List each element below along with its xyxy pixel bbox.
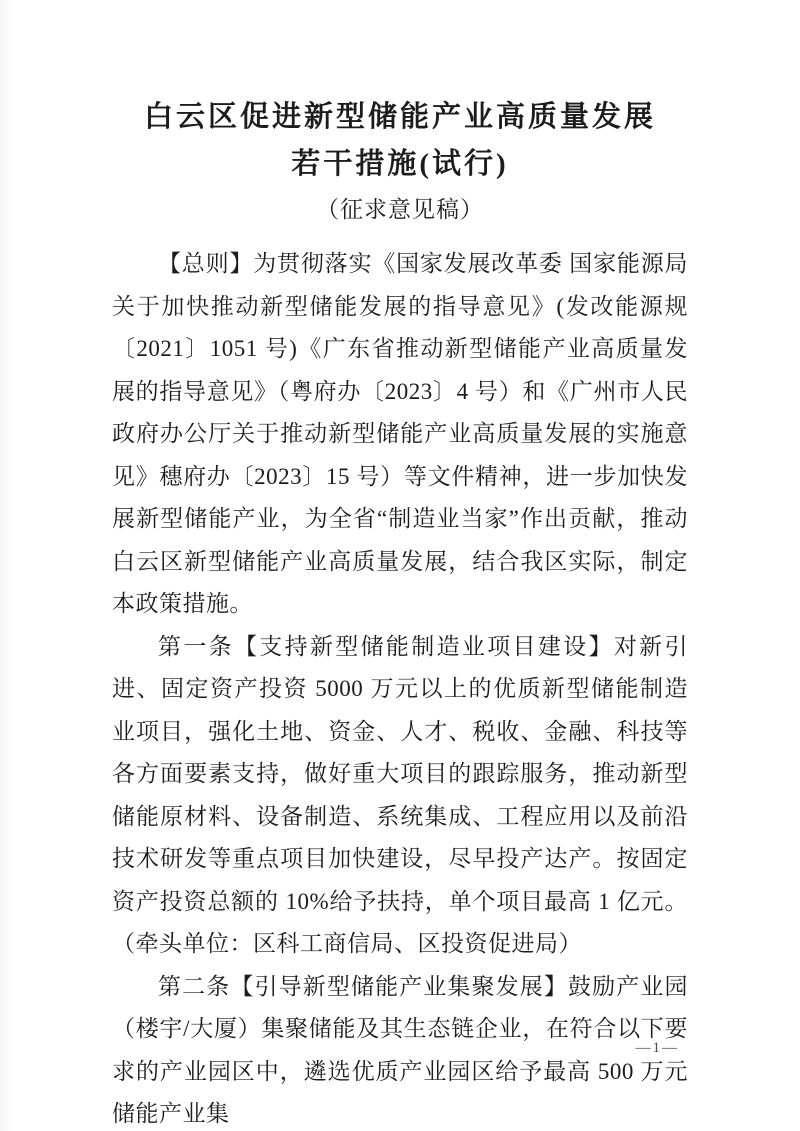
paragraph-article-1: 第一条【支持新型储能制造业项目建设】对新引进、固定资产投资 5000 万元以上的优质新型储能制造业项目，强化土地、资金、人才、税收、金融、科技等各方面要素支持，做好重大项目的跟踪服务，推动新型储能原材料、设备制造、系统集成、工程应用以及前沿技术研发等重点项目加快建设，尽早投产达产。按固定资产投资总额的 10%给予扶持，单个项目最高 1 亿元。（牵头单位：区科工商信局、区投资促进局）: [112, 633, 688, 956]
page-number: —1—: [635, 1040, 679, 1056]
document-title-line-2: 若干措施(试行): [291, 148, 509, 180]
paragraph-general-provisions: 【总则】为贯彻落实《国家发展改革委 国家能源局关于加快推动新型储能发展的指导意见》(发改能源规〔2021〕1051 号)《广东省推动新型储能产业高质量发展的指导意见》（粤府办〔2023〕4 号）和《广州市人民政府办公厅关于推动新型储能产业高质量发展的实施意见》穗府办〔2023〕15 号）等文件精神，进一步加快发展新型储能产业，为全省“制造业当家”作出贡献，推动白云区新型储能产业高质量发展，结合我区实际，制定本政策措施。: [112, 251, 688, 616]
paragraph-article-2: 第二条【引导新型储能产业集聚发展】鼓励产业园（楼宇/大厦）集聚储能及其生态链企业，在符合以下要求的产业园区中，遴选优质产业园区给予最高 500 万元储能产业集: [112, 973, 688, 1126]
document-title-line-1: 白云区促进新型储能产业高质量发展: [143, 101, 656, 133]
document-subtitle: （征求意见稿）: [316, 197, 484, 222]
title-block: [0, 94, 800, 230]
document-body: [112, 243, 688, 1131]
